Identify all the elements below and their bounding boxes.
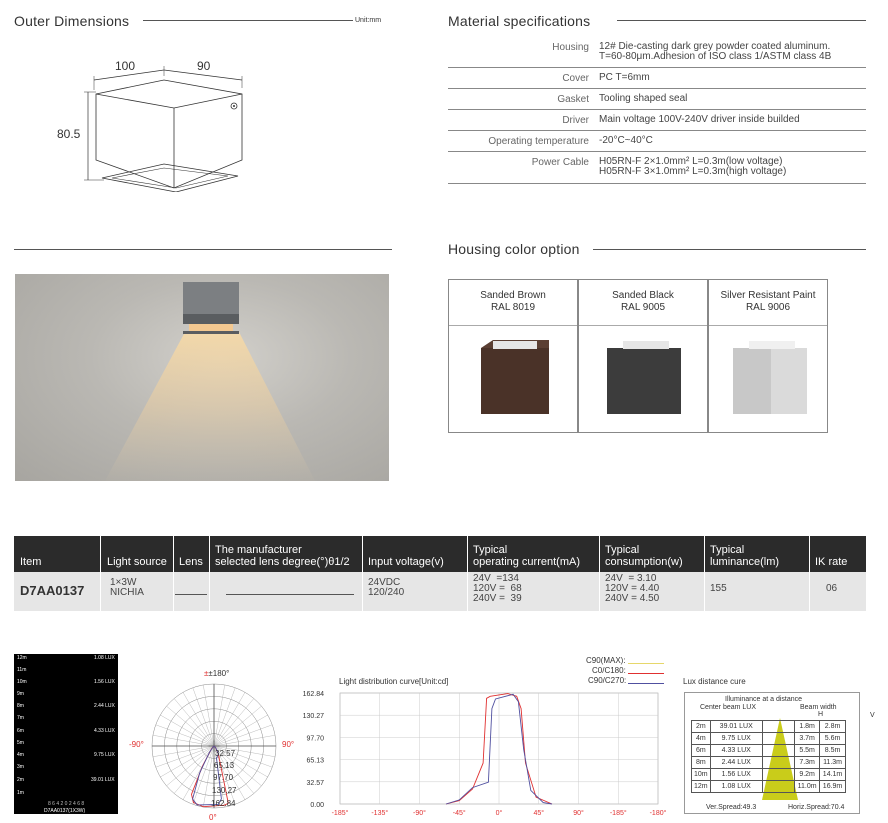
divider: [593, 249, 866, 250]
lux-distance-heading: Illuminance at a distance: [725, 696, 803, 703]
light-distribution-chart: [296, 686, 666, 823]
lux-col-v: V: [870, 712, 875, 719]
polar-ring-label: 97.70: [213, 773, 234, 782]
brown-fixture-swatch: [479, 340, 551, 416]
spec-row-operating-temperature: Operating temperature -20°C~40°C: [448, 131, 866, 152]
spec-row-driver: Driver Main voltage 100V-240V driver inside builded: [448, 110, 866, 131]
depth-dimension: 90: [197, 59, 211, 73]
x-tick-label: 45°: [533, 810, 545, 817]
lux-cone-chart: 12m 11m 10m 9m 8m 7m 6m 5m 4m 3m 2m 1m 1.08 LUX 1.56 LUX 2.44 LUX 4.33 LUX 9.75 LUX 39.01 LUX 8 6 4 2 0 2 4 6 8 D7AA0137(1X3W): [14, 654, 118, 814]
lux-distance-row: 8m 2.44 LUX 7.3m 11.3m: [692, 757, 846, 769]
silver-fixture-swatch: [731, 340, 811, 416]
lux-col-beam-width: Beam width: [800, 704, 837, 711]
x-tick-label: -90°: [413, 810, 426, 817]
wall-light-illustration: [15, 274, 389, 481]
product-table-row: D7AA0137 1×3W NICHIA 24VDC 120/240 24V =134 120V = 68 240V = 39 24V = 3.10 120V = 4.40 240V = 4.50 155 06: [14, 572, 866, 611]
lens-empty-dash: [175, 594, 207, 595]
y-tick-label: 162.84: [302, 691, 324, 698]
x-tick-label: -180°: [649, 810, 666, 817]
legend-line-c90c270: [628, 683, 664, 684]
x-tick-label: -135°: [371, 810, 389, 817]
legend-line-c0c180: [628, 673, 664, 674]
x-tick-label: -45°: [452, 810, 466, 817]
lux-distance-title: Lux distance cure: [683, 677, 746, 686]
legend-c90max: C90(MAX):: [586, 656, 626, 665]
lens-degree-empty-dash: [226, 594, 354, 595]
x-tick-label: 0°: [495, 810, 503, 817]
divider: [617, 20, 866, 21]
y-tick-label: 32.57: [306, 779, 324, 787]
hor-spread: Horiz.Spread:70.4: [788, 804, 845, 811]
curve-title: Light distribution curve[Unit:cd]: [339, 677, 449, 686]
divider: [143, 20, 353, 21]
unit-label: Unit:mm: [355, 17, 382, 24]
polar-top-label: ±±180°: [204, 669, 230, 678]
color-option-silver: Silver Resistant Paint RAL 9006: [708, 279, 828, 433]
legend-line-c90max: [628, 663, 664, 664]
dimension-drawing: [52, 52, 262, 192]
lux-distance-table: [691, 720, 846, 793]
spec-row-cover: Cover PC T=6mm: [448, 68, 866, 89]
y-tick-label: 97.70: [306, 735, 324, 743]
spec-row-power-cable: Power Cable H05RN-F 2×1.0mm² L=0.3m(low voltage) H05RN-F 3×1.0mm² L=0.3m(high voltage): [448, 152, 866, 184]
y-tick-label: 0.00: [310, 802, 324, 809]
height-dimension: 80.5: [57, 127, 81, 141]
material-specs-title: Material specifications: [448, 13, 591, 29]
polar-ring-label: 65.13: [214, 761, 235, 770]
product-photo: [15, 274, 389, 481]
legend-c90c270: C90/C270:: [588, 676, 627, 685]
lux-distance-row: 6m 4.33 LUX 5.5m 8.5m: [692, 745, 846, 757]
color-option-sanded-brown: Sanded Brown RAL 8019: [448, 279, 578, 433]
spec-row-gasket: Gasket Tooling shaped seal: [448, 89, 866, 110]
lux-distance-row: 4m 9.75 LUX 3.7m 5.6m: [692, 733, 846, 745]
polar-ring-label: 162.84: [211, 799, 236, 808]
width-dimension: 100: [115, 59, 136, 73]
legend-c0c180: C0/C180:: [592, 666, 626, 675]
lux-col-h: H: [818, 711, 824, 718]
x-tick-label: -185°: [331, 810, 349, 817]
color-option-sanded-black: Sanded Black RAL 9005: [578, 279, 708, 433]
polar-bottom-label: 0°: [209, 813, 217, 822]
lux-distance-row: 10m 1.56 LUX 9.2m 14.1m: [692, 769, 846, 781]
x-tick-label: -185°: [609, 810, 627, 817]
product-table-header: Item Light source Lens The manufacturer selected lens degree(°)θ1/2 Input voltage(v) Typical operating current(mA) Typical consumption(w) Typical luminance(lm) IK rate: [14, 536, 866, 572]
ver-spread: Ver.Spread:49.3: [706, 804, 757, 811]
lux-col-center-beam: Center beam LUX: [700, 704, 757, 711]
outer-dimensions-title: Outer Dimensions: [14, 13, 130, 29]
y-tick-label: 130.27: [302, 713, 324, 721]
polar-ring-label: 32.57: [215, 749, 236, 758]
polar-ring-label: 130.27: [212, 786, 237, 795]
divider: [14, 249, 392, 250]
polar-left-label: -90°: [129, 740, 144, 749]
lux-distance-row: 12m 1.08 LUX 11.0m 16.9m: [692, 781, 846, 793]
housing-color-title: Housing color option: [448, 241, 580, 257]
spec-row-housing: Housing 12# Die-casting dark grey powder coated aluminum. T=60-80μm.Adhesion of ISO class 1/ASTM class 4B: [448, 38, 866, 68]
black-fixture-swatch: [605, 340, 685, 416]
x-tick-label: 90°: [573, 810, 584, 817]
y-tick-label: 65.13: [306, 757, 324, 765]
polar-right-label: 90°: [282, 740, 295, 749]
lux-distance-row: 2m 39.01 LUX 1.8m 2.8m: [692, 721, 846, 733]
